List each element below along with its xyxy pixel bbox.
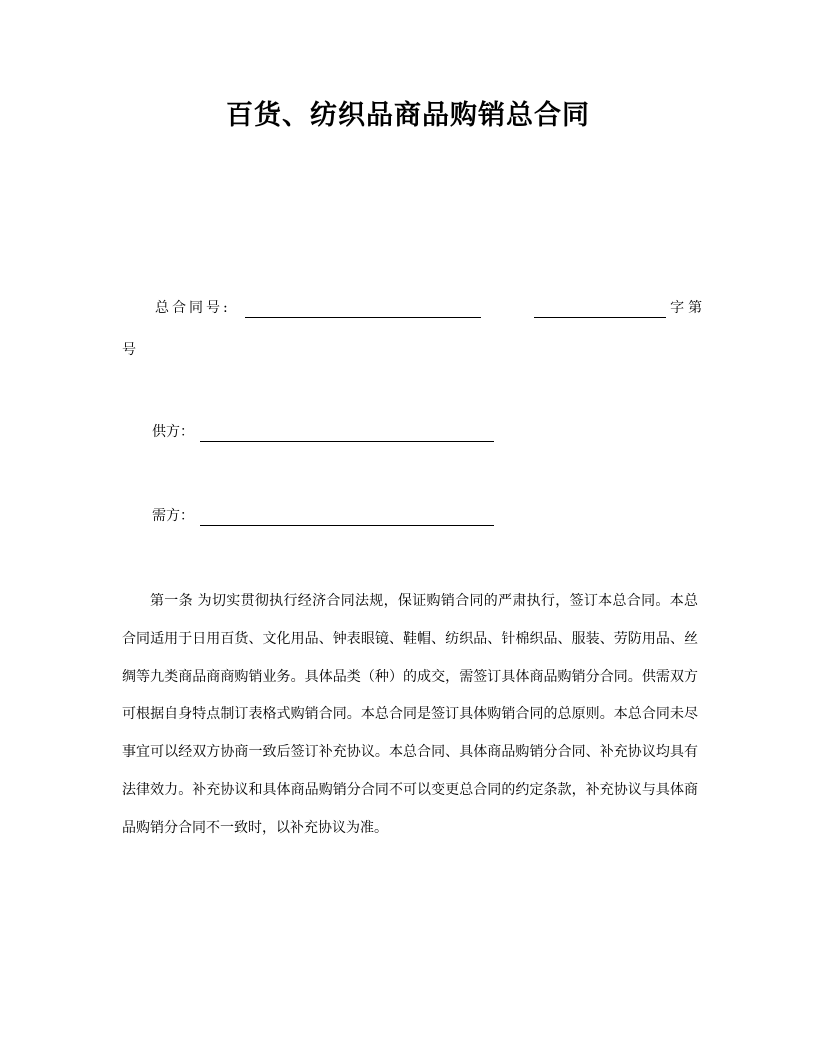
supplier-blank[interactable] — [200, 425, 494, 442]
contract-number-row — [155, 298, 706, 318]
contract-number-blank[interactable] — [245, 301, 481, 318]
contract-number-suffix: 字第 — [670, 300, 707, 316]
contract-number-prefix-blank[interactable] — [534, 301, 666, 318]
supplier-label: 供方： — [152, 424, 194, 440]
buyer-row — [152, 506, 494, 526]
contract-number-suffix-wrap: 号 — [122, 342, 136, 358]
buyer-label: 需方： — [152, 508, 194, 524]
contract-number-label: 总合同号: — [155, 300, 231, 316]
document-title: 百货、纺织品商品购销总合同 — [226, 100, 590, 131]
buyer-blank[interactable] — [200, 509, 494, 526]
article-1-paragraph: 第一条 为切实贯彻执行经济合同法规，保证购销合同的严肃执行，签订本总合同。本总合同适用于日用百货、文化用品、钟表眼镜、鞋帽、纺织品、针棉织品、服装、劳防用品、丝绸等九类商品商商购销业务。具体品类（种）的成交，需签订具体商品购销分合同。供需双方可根据自身特点制订表格式购销合同。本总合同是签订具体购销合同的总原则。本总合同未尽事宜可以经双方协商一致后签订补充协议。本总合同、具体商品购销分合同、补充协议均具有法律效力。补充协议和具体商品购销分合同不可以变更总合同的约定条款，补充协议与具体商品购销分合同不一致时，以补充协议为准。 — [122, 593, 698, 836]
supplier-row — [152, 422, 494, 442]
